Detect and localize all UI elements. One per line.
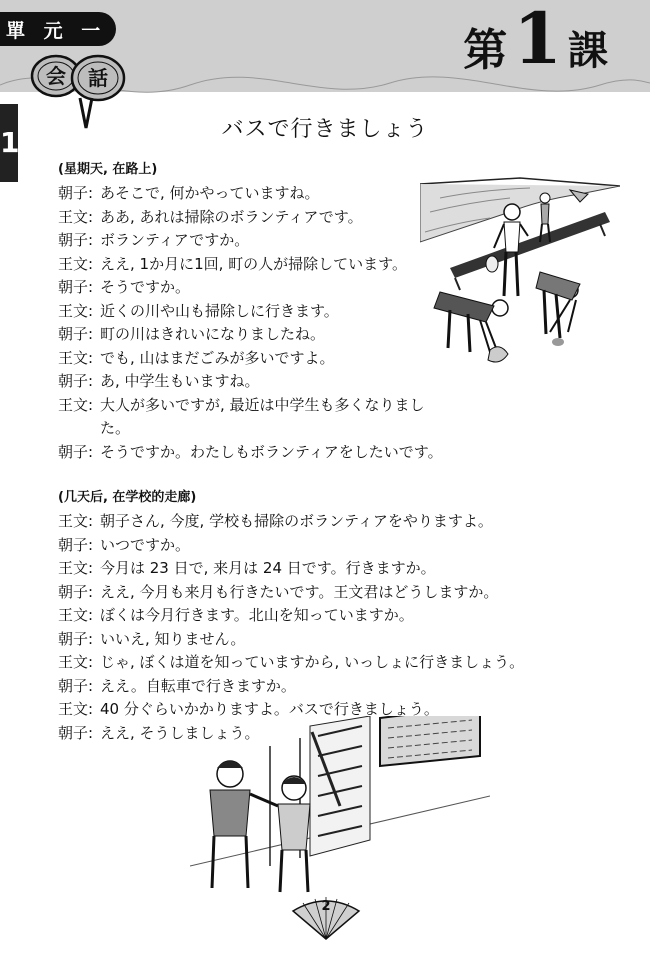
dialogue-line (58, 628, 524, 652)
lesson-heading (463, 0, 608, 80)
dialogue-line (58, 675, 524, 699)
speaker-label: 朝子: (58, 535, 94, 554)
speaker-label: 朝子: (58, 184, 94, 202)
dialogue-line (58, 229, 450, 253)
side-unit-tab: 1 (0, 104, 18, 182)
dialogue-line (58, 323, 450, 347)
utterance-text: あ, 中学生もいますね。 (100, 372, 260, 390)
dialogue-line (58, 651, 524, 675)
section-char-wa: 話 (88, 66, 108, 90)
page-number: 2 (321, 899, 331, 914)
utterance-text: でも, 山はまだごみが多いですよ。 (100, 348, 335, 367)
utterance-text: 40 分ぐらいかかりますよ。バスで行きましょう。 (100, 700, 439, 718)
unit-label: 單 元 一 (0, 12, 116, 46)
utterance-text: じゃ, ぼくは道を知っていますから, いっしょに行きましょう。 (100, 653, 525, 671)
dialogue-lines (58, 510, 524, 745)
speaker-label: 王文: (58, 301, 94, 320)
scene-label: (几天后, 在学校的走廊) (58, 490, 197, 505)
speaker-label: 朝子: (58, 325, 94, 343)
utterance-text: ええ, そうしましょう。 (100, 723, 260, 742)
utterance-text: そうですか。 (100, 278, 191, 296)
dialogue-line (58, 604, 524, 628)
speaker-label: 朝子: (58, 372, 94, 390)
utterance-text: ええ, 今月も来月も行きたいです。王文君はどうしますか。 (100, 582, 499, 601)
dialogue-line (58, 534, 524, 558)
dialogue-line (58, 300, 450, 324)
speaker-label: 王文: (58, 606, 94, 624)
dialogue-line (58, 581, 524, 605)
utterance-text: いつですか。 (100, 535, 191, 554)
dialogue-line (58, 276, 450, 300)
dialogue-line (58, 370, 450, 394)
utterance-text: ぼくは今月行きます。北山を知っていますか。 (100, 606, 414, 624)
utterance-text: あそこで, 何かやっていますね。 (100, 184, 320, 202)
speaker-label: 朝子: (58, 723, 94, 742)
dialogue-line (58, 182, 450, 206)
page-number-fan (289, 897, 363, 941)
speaker-label: 朝子: (58, 582, 94, 601)
lesson-prefix: 第 (463, 25, 508, 76)
dialogue-scene-2 (58, 486, 524, 745)
speaker-label: 王文: (58, 348, 94, 367)
speaker-label: 王文: (58, 395, 94, 414)
lesson-suffix: 課 (568, 28, 608, 74)
speaker-label: 朝子: (58, 676, 94, 695)
dialogue-line (58, 510, 524, 534)
speaker-label: 王文: (58, 254, 94, 273)
speaker-label: 王文: (58, 653, 94, 671)
school-corridor-illustration (190, 716, 490, 894)
speaker-label: 朝子: (58, 442, 94, 461)
utterance-text: そうですか。わたしもボランティアをしたいです。 (100, 442, 443, 461)
utterance-text: 町の川はきれいになりましたね。 (100, 325, 326, 343)
speaker-label: 朝子: (58, 231, 94, 249)
dialogue-line (58, 441, 450, 465)
utterance-text: ええ。自転車で行きますか。 (100, 676, 296, 695)
dialogue-line (58, 394, 450, 441)
speaker-label: 王文: (58, 700, 94, 718)
dialogue-title: バスで行きましょう (221, 117, 429, 142)
speaker-label: 王文: (58, 207, 94, 226)
utterance-text: いいえ, 知りません。 (100, 629, 246, 648)
utterance-text: ああ, あれは掃除のボランティアです。 (100, 207, 363, 226)
dialogue-line (58, 347, 450, 371)
utterance-text: ええ, 1か月に1回, 町の人が掃除しています。 (100, 254, 407, 273)
lesson-number: 1 (513, 0, 562, 80)
dialogue-lines (58, 182, 450, 464)
section-char-kai: 会 (46, 64, 66, 88)
river-cleaning-illustration (420, 172, 620, 382)
dialogue-scene-1 (58, 158, 450, 464)
utterance-text: 今月は 23 日で, 来月は 24 日です。行きますか。 (100, 559, 436, 577)
dialogue-line (58, 557, 524, 581)
speaker-label: 王文: (58, 559, 94, 577)
dialogue-line (58, 253, 450, 277)
speaker-label: 王文: (58, 512, 94, 530)
speaker-label: 朝子: (58, 629, 94, 648)
utterance-text: 近くの川や山も掃除しに行きます。 (100, 301, 339, 320)
utterance-text: ボランティアですか。 (100, 231, 250, 249)
dialogue-line (58, 206, 450, 230)
utterance-text: 朝子さん, 今度, 学校も掃除のボランティアをやりますよ。 (100, 512, 493, 530)
scene-label: (星期天, 在路上) (58, 162, 158, 177)
utterance-text: 大人が多いですが, 最近は中学生も多くなりました。 (100, 395, 425, 437)
speaker-label: 朝子: (58, 278, 94, 296)
